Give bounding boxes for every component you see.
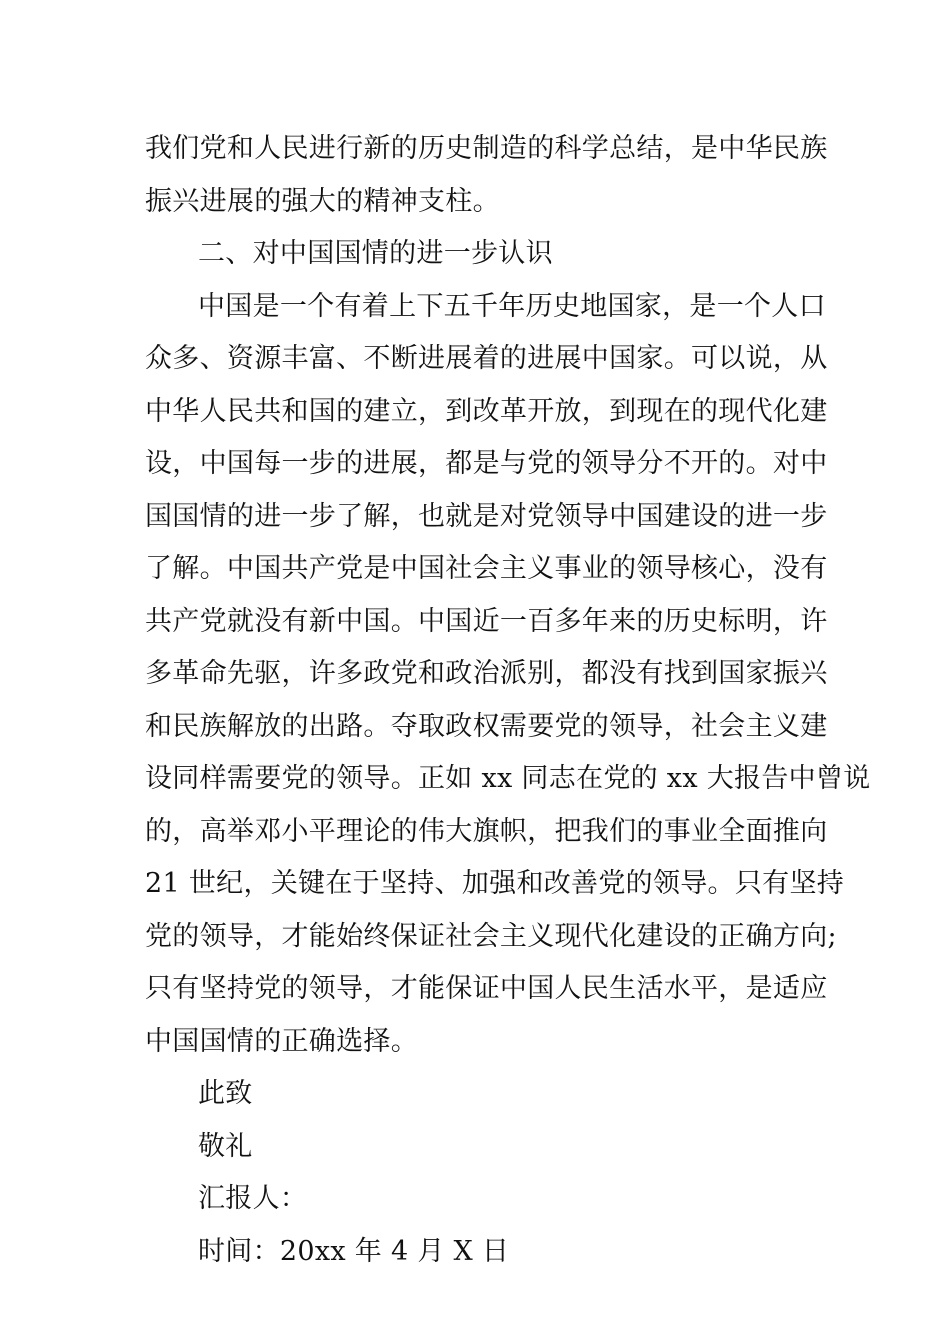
paragraph-line: 中国国情的正确选择。 — [145, 1025, 418, 1057]
paragraph-line: 设同样需要党的领导。正如 xx 同志在党的 xx 大报告中曾说 — [145, 763, 871, 794]
paragraph-first-line: 中国是一个有着上下五千年历史地国家，是一个人口 — [198, 290, 826, 322]
reporter-label: 汇报人： — [198, 1183, 308, 1214]
paragraph-continuation-line: 我们党和人民进行新的历史制造的科学总结，是中华民族 — [145, 133, 828, 164]
paragraph-continuation-line: 振兴进展的强大的精神支柱。 — [145, 185, 500, 217]
closing-regards: 敬礼 — [198, 1130, 253, 1162]
paragraph-line: 和民族解放的出路。夺取政权需要党的领导，社会主义建 — [145, 710, 828, 742]
paragraph-line: 只有坚持党的领导，才能保证中国人民生活水平，是适应 — [145, 973, 828, 1004]
paragraph-line: 的，高举邓小平理论的伟大旗帜，把我们的事业全面推向 — [145, 815, 828, 847]
section-heading: 二、对中国国情的进一步认识 — [198, 238, 553, 269]
document-body — [145, 123, 871, 1278]
paragraph-line: 21 世纪，关键在于坚持、加强和改善党的领导。只有坚持 — [145, 868, 845, 899]
paragraph-line: 共产党就没有新中国。中国近一百多年来的历史标明，许 — [145, 605, 828, 637]
paragraph-line: 多革命先驱，许多政党和政治派别，都没有找到国家振兴 — [145, 658, 828, 689]
date-line: 时间：20xx 年 4 月 X 日 — [198, 1235, 510, 1267]
closing-salutation: 此致 — [198, 1078, 253, 1109]
paragraph-line: 党的领导，才能始终保证社会主义现代化建设的正确方向; — [145, 920, 837, 952]
paragraph-line: 了解。中国共产党是中国社会主义事业的领导核心，没有 — [145, 553, 828, 584]
paragraph-line: 中华人民共和国的建立，到改革开放，到现在的现代化建 — [145, 395, 828, 427]
paragraph-line: 国国情的进一步了解，也就是对党领导中国建设的进一步 — [145, 500, 828, 532]
paragraph-line: 众多、资源丰富、不断进展着的进展中国家。可以说，从 — [145, 343, 828, 374]
paragraph-line: 设，中国每一步的进展，都是与党的领导分不开的。对中 — [145, 448, 828, 479]
